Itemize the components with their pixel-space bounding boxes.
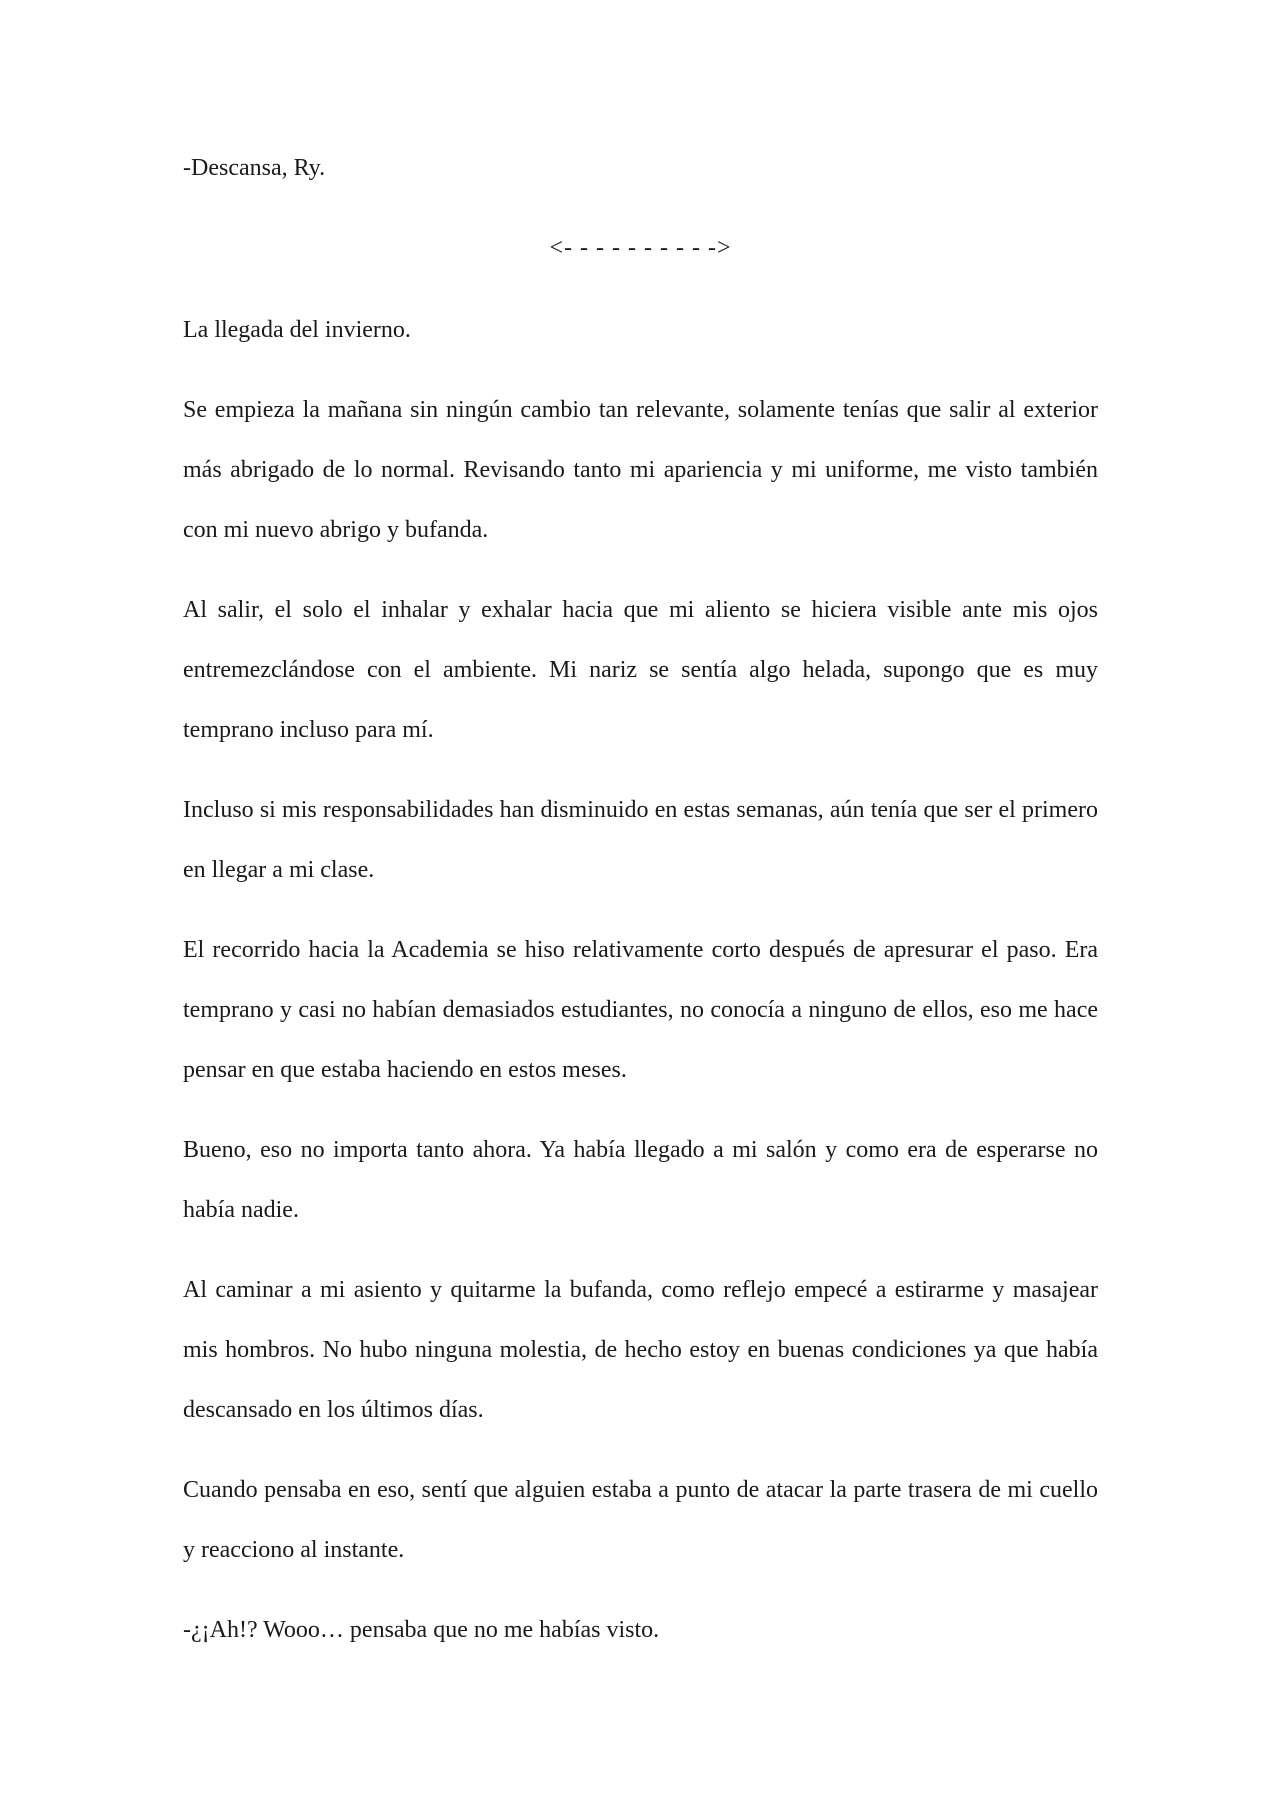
paragraph-6: Al caminar a mi asiento y quitarme la bufanda, como reflejo empecé a estirarme y masajear mis hombros. No hubo ninguna molestia, de hecho estoy en buenas condiciones ya que había descansado en los últimos días. <box>183 1277 1098 1423</box>
paragraph-4: El recorrido hacia la Academia se hiso relativamente corto después de apresurar el paso. Era temprano y casi no habían demasiados estudiantes, no conocía a ninguno de ellos, eso me hace pensar en que estaba haciendo en estos meses. <box>183 937 1098 1083</box>
dialogue-line-2: -¿¡Ah!? Wooo… pensaba que no me habías visto. <box>183 1617 660 1643</box>
paragraph-5: Bueno, eso no importa tanto ahora. Ya había llegado a mi salón y como era de esperarse no había nadie. <box>183 1137 1098 1223</box>
paragraph-1: Se empieza la mañana sin ningún cambio tan relevante, solamente tenías que salir al exterior más abrigado de lo normal. Revisando tanto mi apariencia y mi uniforme, me visto también con mi nuevo abrigo y bufanda. <box>183 397 1098 543</box>
paragraph-7: Cuando pensaba en eso, sentí que alguien estaba a punto de atacar la parte trasera de mi cuello y reacciono al instante. <box>183 1477 1098 1563</box>
section-heading: La llegada del invierno. <box>183 317 411 343</box>
paragraph-3: Incluso si mis responsabilidades han disminuido en estas semanas, aún tenía que ser el primero en llegar a mi clase. <box>183 797 1098 883</box>
scene-separator: <- - - - - - - - - -> <box>549 235 732 261</box>
dialogue-line: -Descansa, Ry. <box>183 155 326 181</box>
paragraph-2: Al salir, el solo el inhalar y exhalar hacia que mi aliento se hiciera visible ante mis ojos entremezclándose con el ambiente. Mi nariz se sentía algo helada, supongo que es muy temprano incluso para mí. <box>183 597 1098 743</box>
